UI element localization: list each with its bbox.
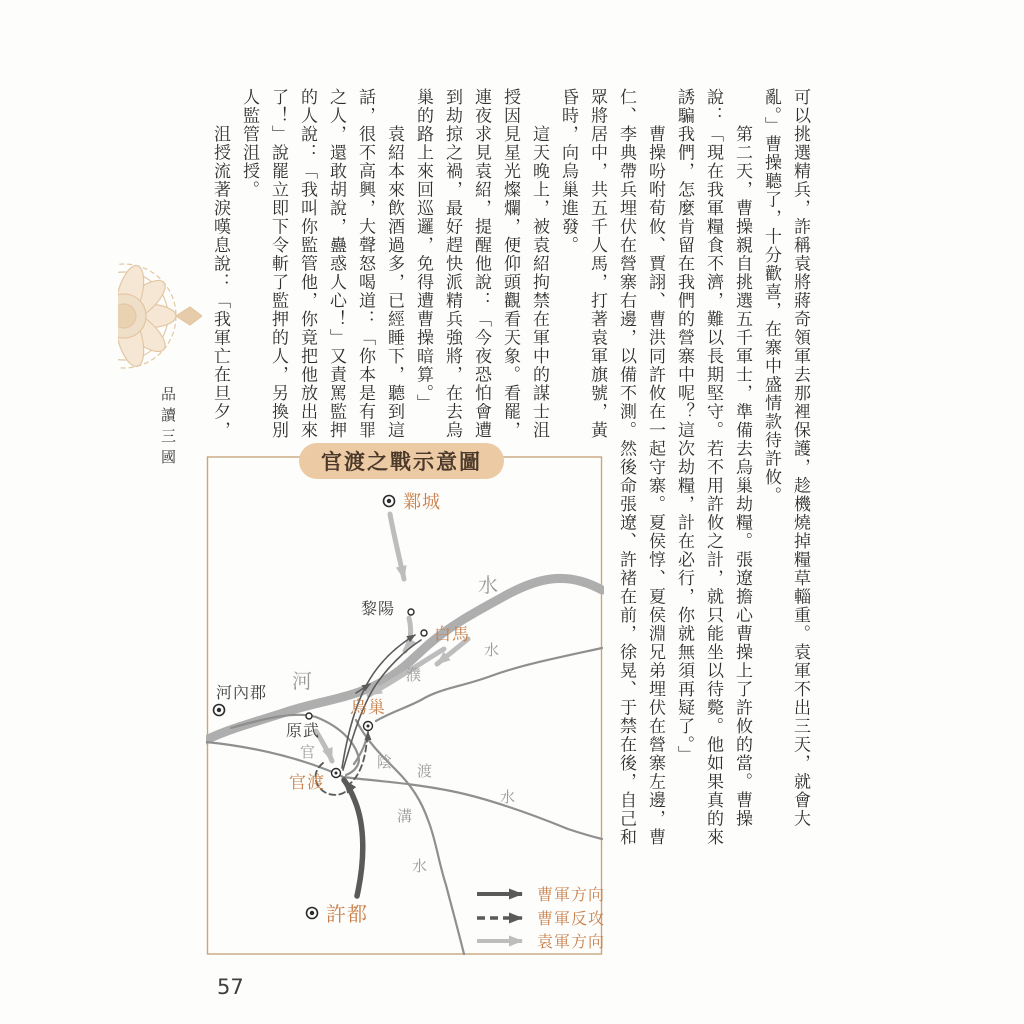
floral-ornament bbox=[118, 253, 202, 379]
text-column-16: 話，很不高興，大聲怒喝道：「你本是有罪 bbox=[356, 88, 375, 440]
text-column-5: 誘騙我們，怎麼肯留在我們的營寨中呢？這次劫糧，計在必行，你就無須再疑了。」 bbox=[675, 88, 694, 764]
text-column-1: 可以挑選精兵，詐稱袁將蔣奇領軍去那裡保護，趁機燒掉糧草輜重。袁軍不出三天，就會大 bbox=[791, 88, 810, 828]
series-side-label: 品讀三國 bbox=[159, 386, 175, 470]
place-xudu bbox=[307, 903, 369, 926]
river-label: 水 bbox=[500, 790, 516, 806]
river-label: 水 bbox=[484, 643, 500, 659]
place-heneijun bbox=[214, 684, 268, 716]
map-title: 官渡之戰示意圖 bbox=[321, 450, 482, 474]
text-column-19: 了！」說罷立即下令斬了監押的人，另換別 bbox=[269, 88, 288, 440]
text-column-18: 的人說：「我叫你監管他，你竟把他放出來 bbox=[298, 88, 317, 440]
river-label: 陰 bbox=[377, 755, 393, 771]
place-label-heneijun: 河內郡 bbox=[216, 685, 268, 702]
place-label-yuanwu: 原武 bbox=[285, 723, 321, 740]
page-number: 57 bbox=[217, 975, 244, 999]
legend-label-yuan-advance: 袁軍方向 bbox=[537, 934, 604, 951]
place-label-baima: 白馬 bbox=[434, 625, 470, 644]
legend-row-yuan-advance bbox=[477, 932, 604, 951]
text-column-4: 說：「現在我軍糧食不濟，難以長期堅守。若不用許攸之計，就只能坐以待斃。他如果真的來 bbox=[704, 88, 723, 847]
text-column-17: 之人，還敢胡說，蠱惑人心！」又責罵監押 bbox=[327, 88, 346, 440]
place-label-xudu: 許都 bbox=[326, 904, 368, 926]
text-column-21: 沮授流著淚嘆息說：「我軍亡在旦夕， bbox=[211, 88, 230, 440]
text-column-14: 巢的路上來回巡邏，免得遭曹操暗算。」 bbox=[414, 88, 433, 413]
place-liyang bbox=[361, 600, 414, 618]
river-label: 渡 bbox=[417, 764, 433, 780]
text-column-10: 這天晚上，被袁紹拘禁在軍中的謀士沮 bbox=[530, 88, 549, 440]
text-column-12: 連夜求見袁紹，提醒他說：「今夜恐怕會遭 bbox=[472, 88, 491, 440]
yuan-advance-river-crossing bbox=[405, 618, 411, 651]
legend-label-cao-advance: 曹軍方向 bbox=[537, 887, 604, 904]
river-label: 濮 bbox=[406, 668, 422, 684]
place-guandu bbox=[289, 769, 341, 793]
text-column-7: 仁、李典帶兵埋伏在營寨右邊，以備不測。然後命張遼、許褚在前，徐晃、于禁在後，自己和 bbox=[617, 88, 636, 847]
text-column-6: 曹操吩咐荀攸、賈詡、曹洪同許攸在一起守寨。夏侯惇、夏侯淵兄弟埋伏在營寨左邊，曹 bbox=[646, 88, 665, 847]
place-label-wuchao: 烏巢 bbox=[350, 698, 386, 717]
river-label: 水 bbox=[412, 859, 428, 875]
text-column-15: 袁紹本來飲酒過多，已經睡下，聽到這 bbox=[385, 88, 404, 440]
map-border bbox=[208, 457, 602, 954]
place-yecheng bbox=[384, 492, 442, 512]
legend-row-cao-counterattack bbox=[477, 910, 604, 928]
battle-map bbox=[206, 440, 604, 965]
cao-advance-xudu-guandu bbox=[344, 780, 363, 896]
river-label: 水 bbox=[478, 575, 498, 597]
text-column-20: 人監管沮授。 bbox=[240, 88, 259, 199]
legend-label-cao-counterattack: 曹軍反攻 bbox=[537, 911, 604, 928]
place-label-yecheng: 鄴城 bbox=[403, 492, 441, 512]
place-label-guandu: 官渡 bbox=[289, 773, 325, 792]
text-column-2: 亂。」曹操聽了，十分歡喜，在寨中盛情款待許攸。 bbox=[762, 88, 781, 505]
place-label-liyang: 黎陽 bbox=[360, 601, 396, 618]
text-column-3: 第二天，曹操親自挑選五千軍士，準備去烏巢劫糧。張遼擔心曹操上了許攸的當。曹操 bbox=[733, 88, 752, 828]
text-column-8: 眾將居中，共五千人馬，打著袁軍旗號，黃 bbox=[588, 88, 607, 440]
yingou-river bbox=[356, 720, 464, 954]
river-label: 溝 bbox=[397, 809, 413, 825]
text-column-13: 到劫掠之禍，最好趕快派精兵強將，在去烏 bbox=[443, 88, 462, 440]
legend-row-cao-advance bbox=[477, 886, 604, 904]
text-column-11: 授因見星光燦爛，便仰頭觀看天象。看罷， bbox=[501, 88, 520, 440]
text-column-9: 昏時，向烏巢進發。 bbox=[559, 88, 578, 255]
place-wuchao bbox=[350, 698, 386, 731]
guandu-map-svg bbox=[206, 440, 604, 965]
river-label: 河 bbox=[292, 671, 312, 693]
yellow-river bbox=[206, 578, 602, 740]
yuan-advance-yecheng-liyang bbox=[390, 514, 404, 579]
river-label: 官 bbox=[300, 745, 316, 761]
